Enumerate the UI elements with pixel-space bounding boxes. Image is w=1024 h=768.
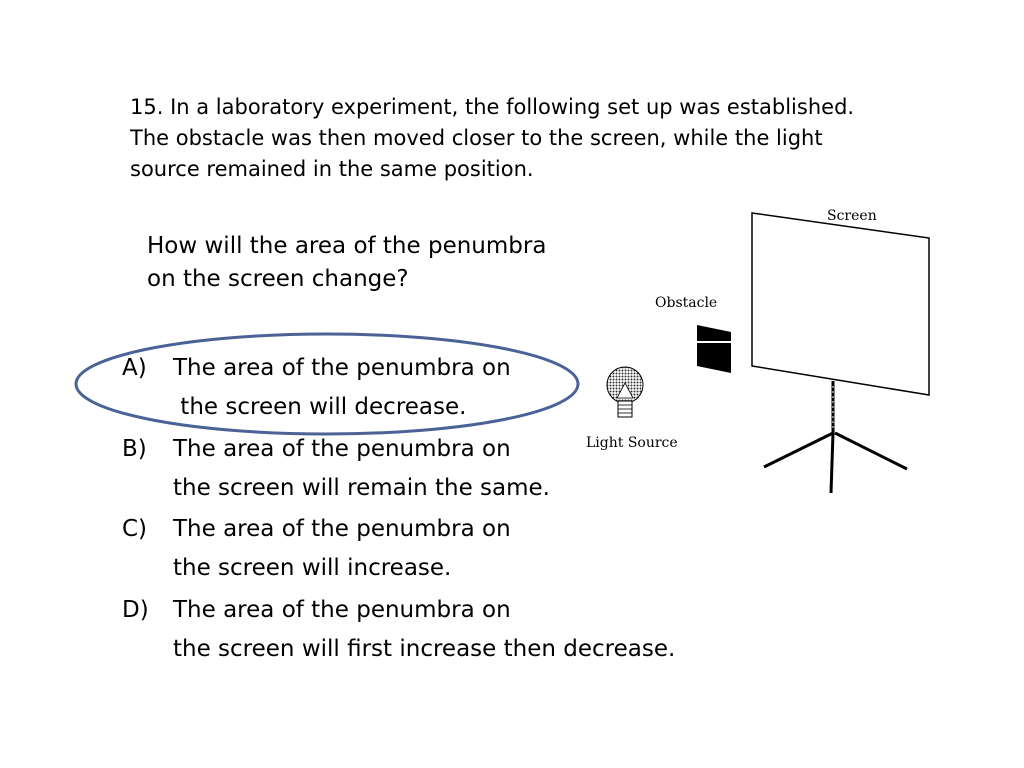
intro-line-3: source remained in the same position. bbox=[130, 157, 534, 181]
option-b-letter: B) bbox=[122, 436, 147, 462]
option-d-line-1: The area of the penumbra on bbox=[173, 597, 511, 623]
option-d-letter: D) bbox=[122, 597, 149, 623]
light-source-label: Light Source bbox=[586, 435, 678, 451]
tripod-leg-left bbox=[764, 433, 833, 467]
option-c-line-2: the screen will increase. bbox=[173, 555, 452, 581]
light-bulb-icon bbox=[586, 367, 678, 451]
tripod-leg-center bbox=[831, 433, 833, 493]
screen-panel bbox=[752, 213, 929, 395]
option-b-line-1: The area of the penumbra on bbox=[173, 436, 511, 462]
obstacle-label: Obstacle bbox=[655, 295, 718, 311]
option-a-line-2: the screen will decrease. bbox=[173, 394, 467, 420]
option-a-line-1: The area of the penumbra on bbox=[173, 355, 511, 381]
option-b-line-2: the screen will remain the same. bbox=[173, 475, 550, 501]
screen-label: Screen bbox=[827, 208, 877, 224]
selected-answer-ring bbox=[76, 334, 578, 434]
option-c-letter: C) bbox=[122, 516, 148, 542]
option-c-line-1: The area of the penumbra on bbox=[173, 516, 511, 542]
option-a-letter: A) bbox=[122, 355, 147, 381]
prompt-line-2: on the screen change? bbox=[147, 266, 409, 292]
experiment-diagram bbox=[586, 208, 929, 493]
tripod-leg-right bbox=[835, 433, 907, 469]
option-d-line-2: the screen will first increase then decrease. bbox=[173, 636, 676, 662]
obstacle-block bbox=[697, 325, 731, 373]
intro-line-2: The obstacle was then moved closer to the screen, while the light bbox=[130, 126, 823, 150]
obstacle-illustration bbox=[655, 295, 733, 373]
intro-line-1: 15. In a laboratory experiment, the following set up was established. bbox=[130, 95, 855, 119]
screen-illustration bbox=[752, 208, 929, 493]
prompt-line-1: How will the area of the penumbra bbox=[147, 233, 547, 259]
